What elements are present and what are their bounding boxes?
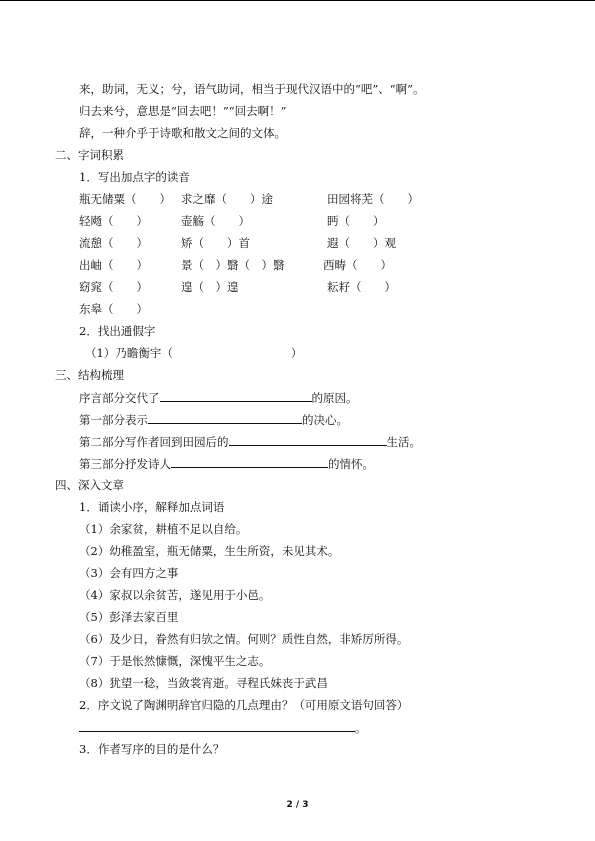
explain-item: （3）会有四方之事 — [79, 566, 179, 580]
pron-item: 矫（ ）首 — [181, 236, 250, 250]
intro-line-1: 来，助词，无义；兮，语气助词，相当于现代汉语中的“吧”、“啊”。 — [79, 82, 425, 96]
explain-item: （1）余家贫，耕植不足以自给。 — [79, 522, 248, 536]
structure-answer-blank[interactable] — [160, 390, 312, 402]
structure-suffix: 的情怀。 — [328, 457, 374, 471]
pron-item: 出岫（ ） — [79, 258, 148, 272]
pron-item: 窈窕（ ） — [79, 280, 148, 294]
pron-item: 田园将芜（ ） — [327, 192, 419, 206]
structure-prefix: 第一部分表示 — [79, 413, 148, 427]
reasons-answer-line — [79, 720, 367, 735]
pron-item: 耘耔（ ） — [327, 280, 396, 294]
structure-answer-blank[interactable] — [171, 456, 328, 468]
intro-line-3: 辞，一种介乎于诗歌和散文之间的文体。 — [79, 126, 286, 140]
header-rule — [0, 0, 595, 1]
explain-item: （2）幼稚盈室，瓶无储粟，生生所资，未见其术。 — [79, 544, 340, 558]
explain-item: （5）彭泽去家百里 — [79, 610, 179, 624]
structure-answer-blank[interactable] — [148, 412, 302, 424]
structure-suffix: 的决心。 — [302, 413, 348, 427]
structure-prefix: 第三部分抒发诗人 — [79, 457, 171, 471]
pron-item: 西畴（ ） — [323, 258, 392, 272]
pron-item: 轻飏（ ） — [79, 214, 148, 228]
explain-question-title: 1．诵读小序，解释加点词语 — [79, 500, 225, 514]
structure-line-4 — [79, 456, 374, 471]
pron-item: 东皋（ ） — [79, 302, 148, 316]
tongjia-item-text: （1）乃瞻衡宇（ — [85, 346, 173, 360]
reasons-period: 。 — [355, 721, 367, 735]
page-number: 2 / 3 — [286, 800, 309, 810]
structure-answer-blank[interactable] — [229, 434, 387, 446]
intro-line-2: 归去来兮，意思是“回去吧！”“回去啊！” — [79, 104, 287, 118]
pronunciation-question-title: 1．写出加点字的读音 — [79, 170, 190, 184]
tongjia-close-paren: ） — [290, 346, 303, 360]
reasons-answer-blank[interactable] — [79, 720, 355, 732]
section-2-title: 二、字词积累 — [55, 148, 124, 162]
structure-line-1 — [79, 390, 358, 405]
pron-item: 景（ ）翳（ ）翳 — [181, 258, 285, 272]
pron-item: 眄（ ） — [327, 214, 385, 228]
pron-item: 壶觞（ ） — [181, 214, 250, 228]
tongjia-item-1 — [85, 346, 302, 360]
pron-item: 遑（ ）遑 — [181, 280, 239, 294]
structure-suffix: 生活。 — [386, 435, 421, 449]
structure-line-3 — [79, 434, 421, 449]
structure-prefix: 序言部分交代了 — [79, 391, 160, 405]
section-3-title: 三、结构梳理 — [55, 368, 124, 382]
structure-line-2 — [79, 412, 348, 427]
structure-prefix: 第二部分写作者回到田园后的 — [79, 435, 229, 449]
pron-item: 遐（ ）观 — [327, 236, 396, 250]
explain-item: （7）于是怅然慷慨，深愧平生之志。 — [79, 654, 271, 668]
reasons-question-title: 2．序文说了陶渊明辞官归隐的几点理由？（可用原文语句回答） — [79, 698, 409, 712]
pron-item: 流憩（ ） — [79, 236, 148, 250]
section-4-title: 四、深入文章 — [55, 478, 124, 492]
explain-item: （4）家叔以余贫苦，遂见用于小邑。 — [79, 588, 271, 602]
purpose-question-title: 3．作者写序的目的是什么？ — [79, 742, 225, 756]
structure-suffix: 的原因。 — [311, 391, 358, 405]
tongjia-question-title: 2．找出通假字 — [79, 324, 156, 338]
pron-item: 求之靡（ ）途 — [181, 192, 273, 206]
pron-item: 瓶无储粟（ ） — [79, 192, 171, 206]
explain-item: （6）及少日，眷然有归欤之情。何则？质性自然，非矫厉所得。 — [79, 632, 409, 646]
explain-item: （8）犹望一稔，当敛裳宵逝。寻程氏妹丧于武昌 — [79, 676, 328, 690]
